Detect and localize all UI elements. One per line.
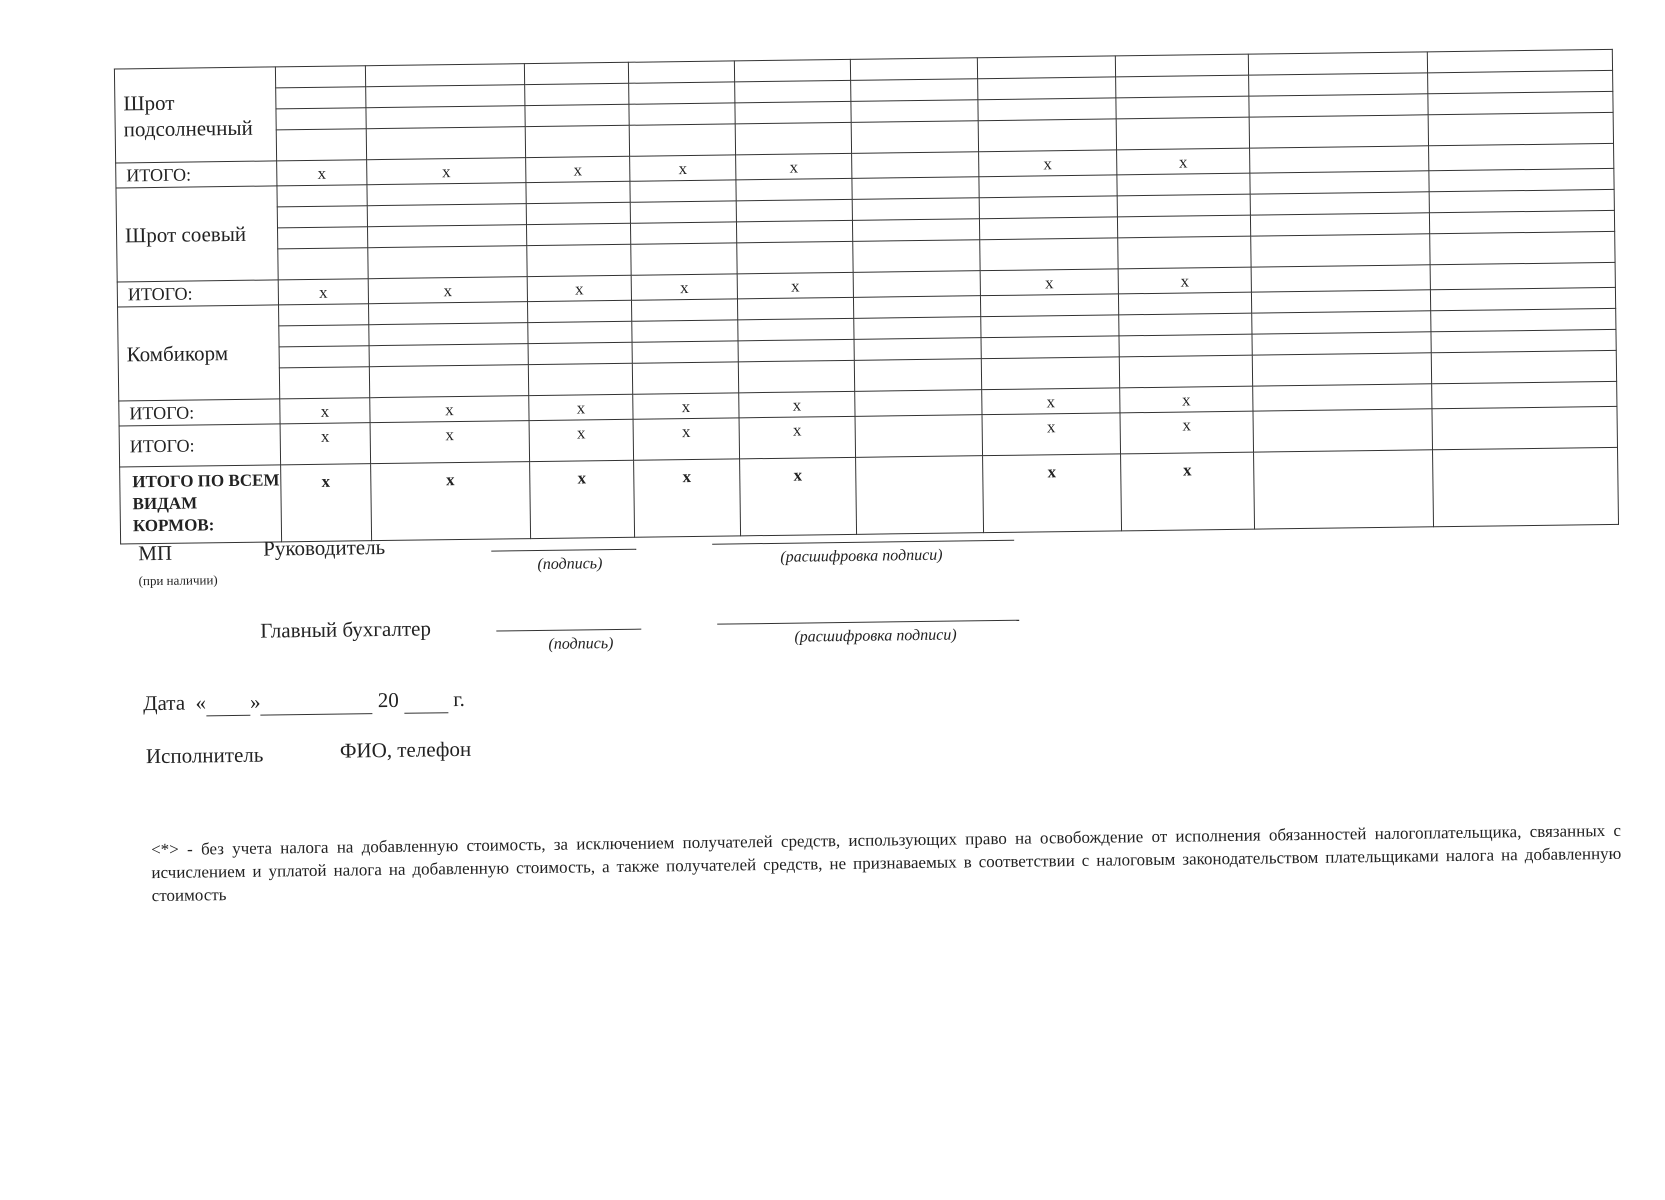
grand-cell-1	[281, 464, 372, 542]
data-cell-5	[736, 178, 852, 201]
itogo-cell-6	[855, 415, 983, 458]
mp-note: (при наличии)	[138, 572, 218, 589]
data-cell-1	[279, 304, 369, 326]
total-cell-3	[529, 394, 633, 420]
accountant-decode-line	[717, 620, 1019, 625]
head-signature-hint: (подпись)	[537, 555, 603, 574]
data-cell-9	[1250, 171, 1429, 194]
data-cell-9	[1252, 311, 1431, 334]
date-year-suffix: г.	[453, 686, 465, 712]
data-cell-6	[853, 240, 980, 273]
total-label: ИТОГО:	[119, 399, 280, 426]
data-cell-7	[981, 315, 1119, 338]
data-cell-10	[1428, 91, 1613, 114]
data-cell-2	[369, 302, 528, 325]
data-cell-6	[854, 338, 981, 361]
data-cell-3	[524, 62, 628, 84]
accountant-signature-hint: (подпись)	[548, 635, 614, 653]
total-cell-3	[527, 275, 631, 301]
total-cell-1	[280, 398, 370, 424]
x-mark: x	[1181, 389, 1191, 410]
data-cell-6	[851, 79, 978, 102]
x-mark: x	[573, 159, 583, 180]
total-cell-1	[278, 279, 368, 305]
x-mark: x	[317, 163, 327, 183]
itogo-cell-1	[280, 423, 371, 465]
x-mark: x	[577, 468, 587, 488]
itogo-cell-8	[1120, 411, 1254, 454]
table-body	[114, 49, 1618, 544]
data-cell-7	[981, 357, 1119, 390]
feed-table	[114, 49, 1619, 545]
data-cell-7	[979, 196, 1117, 219]
x-mark: x	[321, 471, 331, 491]
total-cell-2	[367, 158, 526, 185]
itogo-cell-2	[370, 421, 530, 464]
data-cell-7	[980, 238, 1118, 271]
total-cell-6	[852, 152, 979, 179]
total-cell-2	[368, 277, 527, 304]
x-mark: x	[1182, 415, 1192, 435]
data-cell-2	[368, 246, 527, 279]
data-cell-7	[979, 217, 1117, 240]
data-cell-10	[1428, 70, 1613, 93]
data-cell-4	[630, 201, 736, 223]
data-cell-7	[978, 98, 1116, 121]
data-cell-10	[1429, 168, 1614, 191]
data-cell-10	[1429, 210, 1614, 233]
data-cell-6	[851, 100, 978, 123]
date-month-blank	[260, 688, 372, 715]
data-cell-5	[736, 199, 852, 222]
x-mark: x	[320, 401, 330, 421]
data-cell-1	[278, 248, 368, 280]
data-cell-4	[632, 362, 738, 394]
feed-name-cell: Комбикорм	[118, 305, 280, 401]
data-cell-3	[526, 202, 630, 224]
grand-cell-3	[530, 460, 635, 538]
x-mark: x	[445, 399, 454, 419]
x-mark: x	[681, 421, 691, 442]
data-cell-5	[734, 59, 850, 82]
grand-cell-2	[371, 462, 531, 541]
data-cell-8	[1115, 54, 1248, 77]
x-mark: x	[790, 276, 800, 296]
itogo-cell-5	[739, 416, 856, 459]
data-cell-3	[526, 223, 630, 245]
head-label: Руководитель	[263, 535, 386, 561]
grand-total-label: ИТОГО ПО ВСЕМ ВИДАМ КОРМОВ:	[120, 465, 282, 544]
data-cell-1	[279, 346, 369, 368]
data-cell-7	[978, 119, 1116, 152]
date-year-blank	[404, 687, 448, 714]
data-cell-7	[979, 175, 1117, 198]
grand-cell-7	[983, 454, 1122, 533]
data-cell-3	[525, 104, 629, 126]
data-cell-4	[631, 299, 737, 321]
data-cell-1	[277, 185, 367, 207]
data-cell-2	[366, 85, 525, 108]
data-cell-8	[1117, 173, 1250, 196]
data-cell-2	[365, 64, 524, 87]
data-cell-9	[1250, 192, 1429, 215]
data-cell-3	[528, 342, 632, 364]
data-cell-1	[276, 87, 366, 109]
total-cell-7	[979, 150, 1117, 177]
data-cell-5	[738, 360, 854, 393]
itogo-cell-3	[529, 419, 634, 461]
date-close-quote: »	[249, 689, 261, 714]
data-cell-8	[1116, 117, 1249, 150]
data-cell-10	[1427, 49, 1612, 72]
executor-value: ФИО, телефон	[339, 736, 472, 763]
x-mark: x	[576, 423, 586, 443]
total-cell-7	[982, 388, 1120, 415]
total-cell-5	[737, 272, 853, 299]
data-cell-8	[1118, 236, 1251, 269]
data-cell-7	[977, 56, 1115, 79]
data-cell-2	[367, 183, 526, 206]
data-cell-1	[279, 325, 369, 347]
total-cell-9	[1250, 146, 1429, 173]
total-cell-9	[1251, 265, 1430, 292]
data-cell-10	[1431, 350, 1616, 383]
data-cell-9	[1252, 353, 1431, 386]
total-label: ИТОГО:	[116, 161, 277, 188]
x-mark: x	[1180, 270, 1190, 291]
data-cell-6	[852, 198, 979, 221]
total-cell-9	[1253, 384, 1432, 411]
data-cell-7	[980, 294, 1118, 317]
accountant-label: Главный бухгалтер	[260, 616, 432, 643]
x-mark: x	[445, 425, 455, 445]
data-cell-9	[1251, 290, 1430, 313]
data-cell-1	[276, 129, 366, 161]
data-cell-4	[628, 61, 734, 83]
data-cell-2	[369, 344, 528, 367]
date-open-quote: «	[195, 690, 207, 715]
data-cell-5	[735, 122, 851, 155]
data-cell-9	[1249, 73, 1428, 96]
data-cell-8	[1119, 355, 1252, 388]
data-cell-5	[738, 339, 854, 362]
total-cell-10	[1430, 262, 1615, 289]
data-cell-4	[631, 243, 737, 275]
data-cell-3	[525, 125, 629, 157]
head-decode-hint: (расшифровка подписи)	[780, 546, 943, 566]
x-mark: x	[1178, 151, 1188, 172]
data-cell-4	[630, 222, 736, 244]
x-mark: x	[441, 161, 451, 181]
itogo-cell-10	[1432, 406, 1618, 449]
itogo-cell-9	[1253, 409, 1433, 452]
total-cell-7	[980, 269, 1118, 296]
x-mark: x	[443, 280, 453, 300]
data-cell-4	[629, 82, 735, 104]
itogo-label: ИТОГО:	[119, 424, 281, 467]
data-cell-8	[1119, 313, 1252, 336]
total-cell-3	[526, 156, 630, 182]
data-cell-2	[369, 365, 528, 398]
x-mark: x	[318, 282, 328, 302]
data-cell-3	[527, 244, 631, 276]
grand-cell-4	[634, 459, 741, 537]
data-cell-1	[278, 227, 368, 249]
data-cell-1	[275, 66, 365, 88]
total-cell-8	[1118, 267, 1251, 294]
x-mark: x	[678, 158, 688, 178]
x-mark: x	[320, 426, 330, 446]
data-cell-10	[1430, 231, 1615, 264]
accountant-signature-line	[496, 629, 641, 632]
data-cell-8	[1118, 292, 1251, 315]
x-mark: x	[682, 466, 692, 487]
total-cell-5	[739, 391, 855, 418]
data-cell-3	[526, 181, 630, 203]
total-cell-2	[370, 396, 529, 423]
date-label: Дата	[143, 690, 186, 716]
date-year-prefix: 20	[377, 687, 399, 713]
itogo-cell-4	[633, 418, 740, 460]
x-mark: x	[1043, 153, 1053, 173]
x-mark: x	[1046, 417, 1056, 437]
x-mark: x	[576, 397, 586, 417]
data-cell-10	[1428, 112, 1613, 145]
data-cell-2	[367, 225, 526, 248]
head-signature-line	[491, 549, 636, 552]
total-cell-4	[633, 393, 739, 419]
data-cell-9	[1252, 332, 1431, 355]
data-cell-8	[1116, 96, 1249, 119]
data-cell-8	[1117, 194, 1250, 217]
head-decode-line	[712, 540, 1014, 545]
total-cell-5	[736, 153, 852, 180]
x-mark: x	[1046, 391, 1056, 411]
date-day-blank	[206, 690, 250, 717]
data-cell-5	[738, 318, 854, 341]
data-cell-9	[1248, 52, 1427, 75]
data-cell-3	[525, 83, 629, 105]
itogo-cell-7	[982, 413, 1121, 456]
x-mark: x	[679, 277, 689, 297]
total-cell-10	[1432, 381, 1617, 408]
feed-name-cell: Шрот подсолнечный	[114, 67, 276, 163]
total-label: ИТОГО:	[117, 280, 278, 307]
data-cell-9	[1250, 213, 1429, 236]
data-cell-10	[1430, 287, 1615, 310]
data-cell-6	[851, 121, 978, 154]
x-mark: x	[445, 470, 455, 490]
data-cell-5	[737, 241, 853, 274]
mp-label: МП	[138, 540, 173, 566]
data-cell-9	[1249, 115, 1428, 148]
footnote: <*> - без учета налога на добавленную стоимость, за исключением получателей средств, использующих право на освобождение от исполнения обязанностей налогоплательщика, связанных с исчислением и уплатой налога на добавленную стоимость, а также получателей средств, не признаваемых в соответствии с налоговым законодательством плательщиками налога на добавленную стоимость	[151, 820, 1622, 906]
data-cell-6	[852, 219, 979, 242]
total-cell-4	[630, 155, 736, 181]
executor-label: Исполнитель	[145, 742, 264, 769]
data-cell-10	[1431, 329, 1616, 352]
x-mark: x	[792, 395, 802, 415]
x-mark: x	[681, 396, 691, 416]
date-line	[143, 687, 465, 717]
grand-cell-9	[1254, 450, 1434, 529]
data-cell-5	[736, 220, 852, 243]
data-cell-8	[1119, 334, 1252, 357]
x-mark: x	[792, 420, 802, 440]
total-cell-4	[631, 274, 737, 300]
data-cell-9	[1249, 94, 1428, 117]
x-mark: x	[1047, 462, 1057, 482]
data-cell-4	[632, 320, 738, 342]
data-cell-2	[366, 106, 525, 129]
x-mark: x	[793, 465, 803, 485]
data-cell-5	[737, 297, 853, 320]
data-cell-5	[735, 80, 851, 103]
grand-cell-6	[856, 456, 984, 535]
data-cell-8	[1117, 215, 1250, 238]
data-cell-6	[854, 317, 981, 340]
data-cell-1	[276, 108, 366, 130]
data-cell-2	[366, 127, 525, 160]
x-mark: x	[574, 278, 584, 298]
data-cell-6	[852, 177, 979, 200]
data-cell-4	[629, 124, 735, 156]
grand-cell-5	[740, 457, 857, 536]
grand-cell-10	[1433, 447, 1619, 526]
data-cell-6	[854, 359, 981, 392]
data-cell-6	[853, 296, 980, 319]
data-cell-3	[528, 321, 632, 343]
x-mark: x	[1044, 272, 1054, 292]
total-cell-8	[1120, 386, 1253, 413]
data-cell-10	[1429, 189, 1614, 212]
data-cell-4	[629, 103, 735, 125]
x-mark: x	[1182, 460, 1192, 480]
data-cell-1	[279, 367, 369, 399]
total-cell-10	[1429, 143, 1614, 170]
data-cell-7	[981, 336, 1119, 359]
total-cell-8	[1117, 148, 1250, 175]
data-cell-7	[978, 77, 1116, 100]
accountant-decode-hint: (расшифровка подписи)	[794, 626, 957, 646]
data-cell-2	[369, 323, 528, 346]
total-cell-1	[277, 160, 367, 186]
data-cell-4	[630, 180, 736, 202]
data-cell-2	[367, 204, 526, 227]
data-cell-9	[1251, 234, 1430, 267]
data-cell-10	[1431, 308, 1616, 331]
data-cell-3	[528, 363, 632, 395]
grand-cell-8	[1121, 452, 1255, 531]
feed-name-cell: Шрот соевый	[116, 186, 278, 282]
data-cell-5	[735, 101, 851, 124]
total-cell-6	[853, 271, 980, 298]
x-mark: x	[789, 157, 799, 177]
data-cell-6	[850, 58, 977, 81]
data-cell-3	[527, 300, 631, 322]
data-cell-8	[1116, 75, 1249, 98]
data-cell-4	[632, 341, 738, 363]
total-cell-6	[855, 390, 982, 417]
data-cell-1	[277, 206, 367, 228]
